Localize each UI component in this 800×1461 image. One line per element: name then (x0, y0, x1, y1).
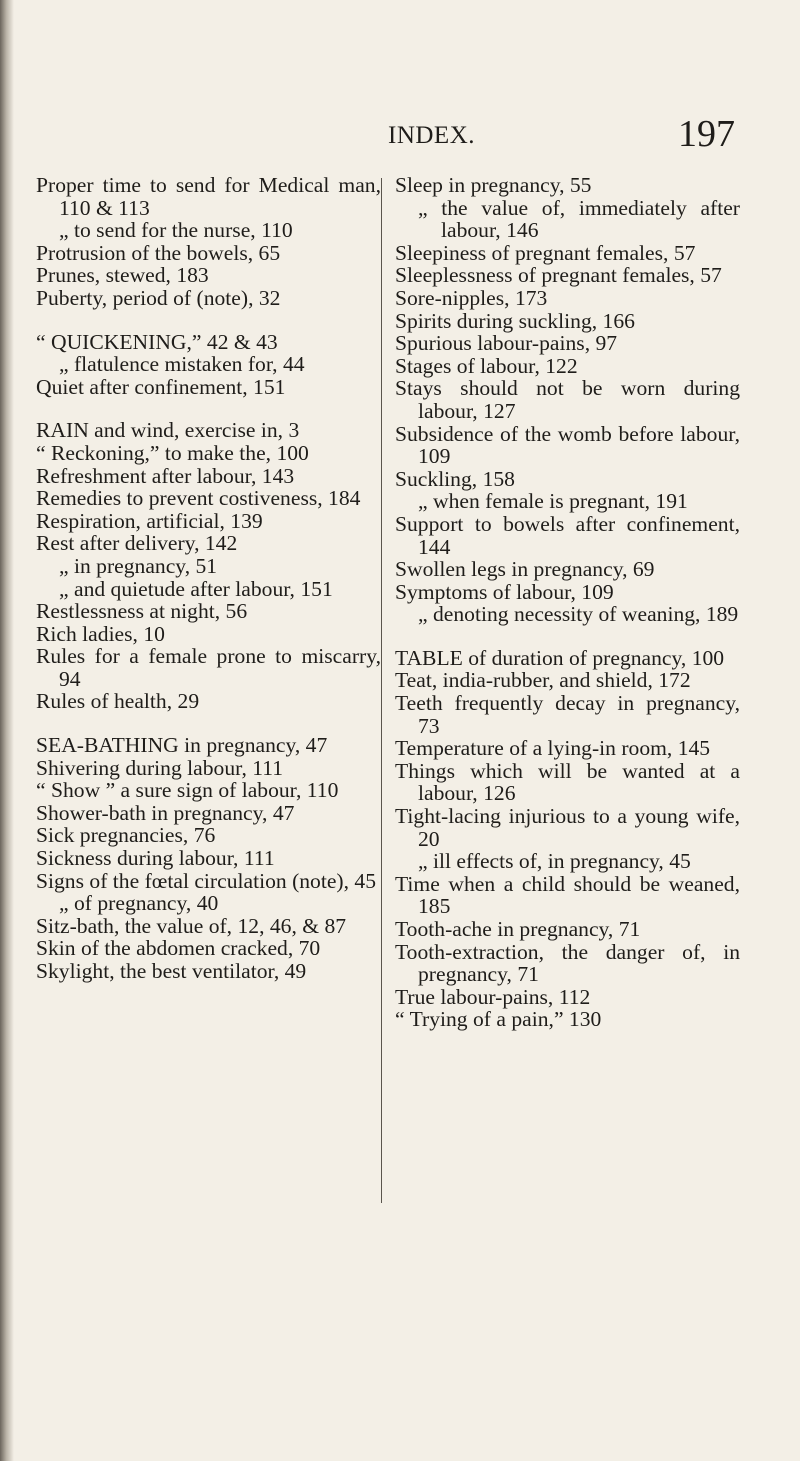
index-entry: Sitz-bath, the value of, 12, 46, & 87 (36, 913, 347, 938)
index-entry: Tooth-extraction, the danger of, in pregnancy, 71 (395, 939, 740, 987)
index-entry: Restlessness at night, 56 (36, 599, 248, 624)
index-entry: Suckling, 158 (395, 466, 515, 491)
index-entry: Refreshment after labour, 143 (36, 463, 295, 488)
index-entry: Spirits during suckling, 166 (395, 308, 635, 333)
index-subentry: „ denoting necessity of weaning, 189 (418, 602, 739, 627)
index-subentry: „ of pregnancy, 40 (59, 891, 219, 916)
index-subentry: „ in pregnancy, 51 (59, 553, 218, 578)
index-entry: RAIN and wind, exercise in, 3 (36, 418, 300, 443)
index-entry: TABLE of duration of pregnancy, 100 (395, 645, 725, 670)
index-entry: Proper time to send for Medical man, 110 & 113 (36, 173, 381, 220)
index-entry: “ Show ” a sure sign of labour, 110 (36, 778, 339, 803)
index-entry: Respiration, artificial, 139 (36, 508, 263, 533)
index-entry: Puberty, period of (note), 32 (36, 285, 281, 310)
index-entry: Sore-nipples, 173 (395, 285, 548, 310)
index-entry: Stays should not be worn during labour, 127 (395, 376, 740, 423)
index-entry: Tight-lacing injurious to a young wife, 20 (395, 804, 740, 851)
index-entry: Rest after delivery, 142 (36, 531, 238, 556)
index-column-right (395, 174, 740, 1031)
page-number: 197 (678, 113, 735, 155)
index-entry: SEA-BATHING in pregnancy, 47 (36, 733, 328, 758)
index-subentry: „ flatulence mistaken for, 44 (59, 352, 305, 377)
page-binding-shadow (0, 0, 14, 1461)
index-entry: Things which will be wanted at a labour, 126 (395, 758, 740, 806)
index-subentry: „ to send for the nurse, 110 (59, 218, 293, 243)
index-entry: Sick pregnancies, 76 (36, 823, 216, 848)
index-subentry: „ and quietude after labour, 151 (59, 576, 333, 601)
index-subentry: „ the value of, immediately after labour, 146 (418, 195, 740, 243)
index-entry: Rules of health, 29 (36, 689, 200, 714)
index-entry: Remedies to prevent costiveness, 184 (36, 486, 361, 511)
index-entry: “ Reckoning,” to make the, 100 (36, 440, 309, 465)
index-entry: True labour-pains, 112 (395, 984, 591, 1009)
index-entry: Protrusion of the bowels, 65 (36, 240, 281, 265)
index-entry: Swollen legs in pregnancy, 69 (395, 557, 655, 582)
index-entry: Teeth frequently decay in pregnancy, 73 (395, 691, 740, 738)
index-entry: Rules for a female prone to miscarry, 94 (36, 644, 381, 691)
column-divider (381, 178, 382, 1203)
index-entry: Quiet after confinement, 151 (36, 374, 286, 399)
index-entry: “ QUICKENING,” 42 & 43 (36, 329, 278, 354)
index-column-left (36, 174, 381, 983)
index-entry: Shower-bath in pregnancy, 47 (36, 800, 295, 825)
index-entry: Skylight, the best ventilator, 49 (36, 959, 307, 983)
index-entry: Teat, india-rubber, and shield, 172 (395, 668, 691, 693)
index-entry: Stages of labour, 122 (395, 353, 578, 378)
index-entry: Temperature of a lying-in room, 145 (395, 736, 711, 761)
page-header (0, 113, 800, 158)
index-entry: Sleeplessness of pregnant females, 57 (395, 263, 722, 288)
index-entry: Subsidence of the womb before labour, 109 (395, 421, 740, 469)
index-entry: Sleepiness of pregnant females, 57 (395, 240, 696, 265)
running-title: INDEX. (388, 122, 476, 149)
index-entry: Sleep in pregnancy, 55 (395, 173, 592, 197)
index-entry: Prunes, stewed, 183 (36, 263, 209, 288)
index-entry: Shivering during labour, 111 (36, 755, 284, 780)
index-entry: Tooth-ache in pregnancy, 71 (395, 917, 641, 941)
index-entry: Time when a child should be weaned, 185 (395, 871, 740, 919)
index-entry: Symptoms of labour, 109 (395, 579, 614, 604)
index-entry: “ Trying of a pain,” 130 (395, 1007, 602, 1032)
index-subentry: „ when female is pregnant, 191 (418, 489, 688, 514)
index-entry: Support to bowels after confinement, 144 (395, 511, 740, 559)
index-entry: Sickness during labour, 111 (36, 846, 275, 871)
index-entry: Signs of the fœtal circulation (note), 45 (36, 868, 377, 893)
index-entry: Skin of the abdomen cracked, 70 (36, 936, 321, 961)
index-entry: Spurious labour-pains, 97 (395, 331, 618, 356)
index-subentry: „ ill effects of, in pregnancy, 45 (418, 849, 691, 874)
index-entry: Rich ladies, 10 (36, 621, 165, 646)
